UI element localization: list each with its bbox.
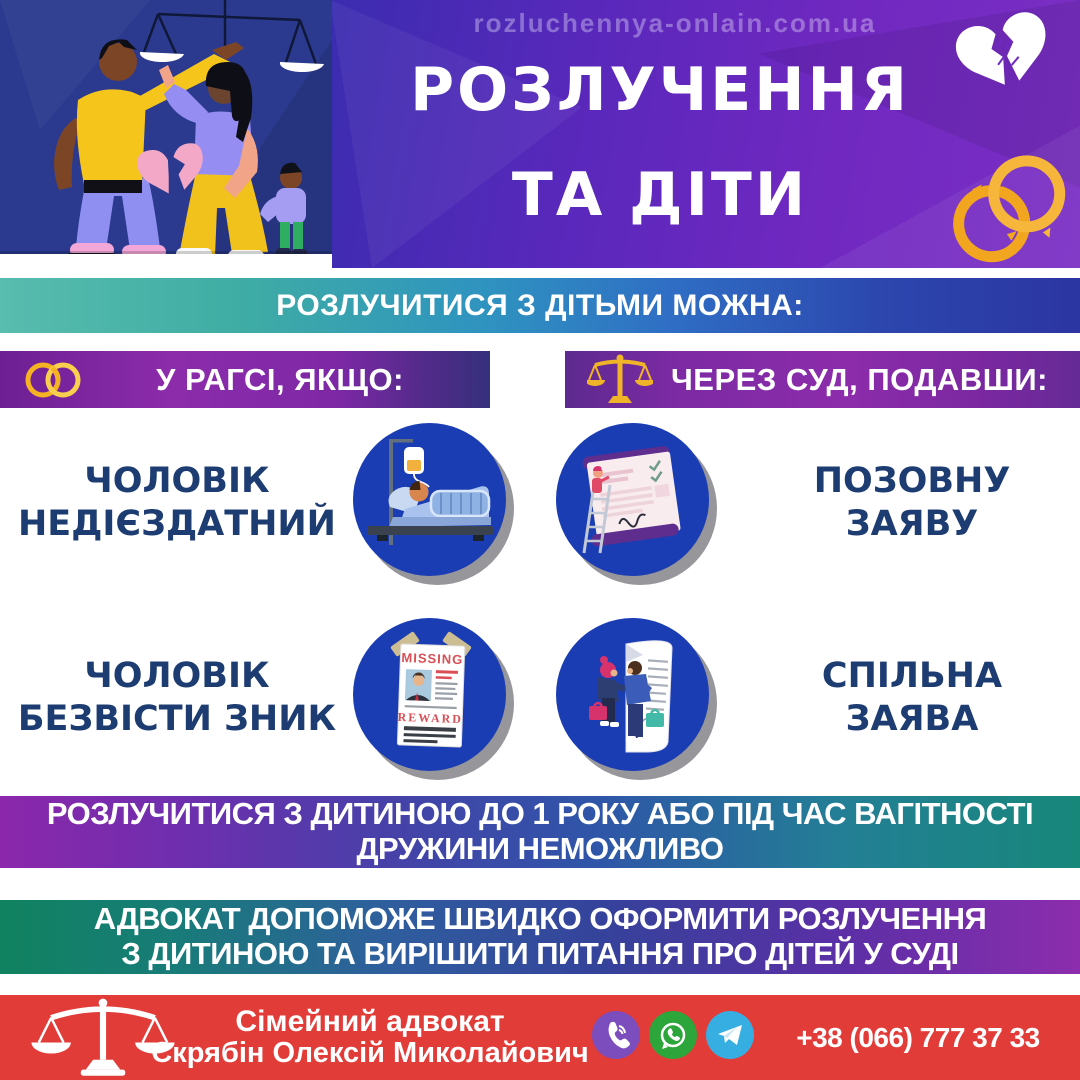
wedding-rings-icon	[22, 358, 84, 402]
poster-title-line2: ТА ДІТИ	[511, 160, 809, 230]
column-header-court-label: ЧЕРЕЗ СУД, ПОДАВШИ:	[671, 361, 1048, 397]
phone-number[interactable]: +38 (066) 777 37 33	[796, 1021, 1040, 1053]
column-header-court	[565, 351, 1080, 408]
footer-contact-bar	[0, 995, 1080, 1080]
whatsapp-icon[interactable]	[649, 1011, 697, 1059]
lawyer-name-block	[135, 995, 605, 1080]
viber-icon[interactable]	[592, 1011, 640, 1059]
wedding-rings-icon	[944, 148, 1070, 266]
missing-label: MISSING	[401, 649, 464, 668]
banner-impossible-line1: РОЗЛУЧИТИСЯ З ДИТИНОЮ ДО 1 РОКУ АБО ПІД ЧАС ВАГІТНОСТІ	[46, 796, 1034, 832]
poster-title-line1: РОЗЛУЧЕННЯ	[410, 55, 910, 125]
hospital-bed-image	[353, 423, 506, 576]
woman-with-briefcase	[589, 656, 626, 727]
family-divorce-illustration	[0, 0, 332, 268]
item-joint-statement: СПІЛЬНА ЗАЯВА	[821, 655, 1003, 739]
scales-icon	[587, 354, 653, 406]
column-header-ragsi-label: У РАГСІ, ЯКЩО:	[156, 361, 404, 397]
broken-heart-icon	[952, 10, 1062, 102]
item-husband-missing: ЧОЛОВІК БЕЗВІСТИ ЗНИК	[17, 655, 337, 739]
reward-label: REWARD	[397, 709, 464, 727]
banner-can-divorce	[0, 278, 1080, 333]
joint-application-image	[556, 618, 709, 771]
telegram-icon[interactable]	[706, 1011, 754, 1059]
lawyer-name: Скрябін Олексій Миколайович	[151, 1037, 589, 1070]
banner-lawyer-help	[0, 900, 1080, 974]
banner-help-line2: З ДИТИНОЮ ТА ВИРІШИТИ ПИТАННЯ ПРО ДІТЕЙ У СУДІ	[121, 936, 959, 971]
lawyer-title: Сімейний адвокат	[235, 1005, 505, 1039]
claim-document-image	[556, 423, 709, 576]
banner-impossible	[0, 796, 1080, 868]
website-watermark[interactable]: rozluchennya-onlain.com.ua	[473, 8, 877, 38]
item-claim-statement: ПОЗОВНУ ЗАЯВУ	[813, 460, 1011, 544]
item-husband-incapable: ЧОЛОВІК НЕДІЄЗДАТНИЙ	[18, 460, 336, 544]
header-section	[0, 0, 1080, 268]
banner-can-text: РОЗЛУЧИТИСЯ З ДІТЬМИ МОЖНА:	[276, 288, 804, 322]
banner-help-line1: АДВОКАТ ДОПОМОЖЕ ШВИДКО ОФОРМИТИ РОЗЛУЧЕННЯ	[93, 901, 987, 937]
banner-impossible-line2: ДРУЖИНИ НЕМОЖЛИВО	[356, 831, 724, 866]
column-header-ragsi	[0, 351, 490, 408]
missing-poster-image	[353, 618, 506, 771]
